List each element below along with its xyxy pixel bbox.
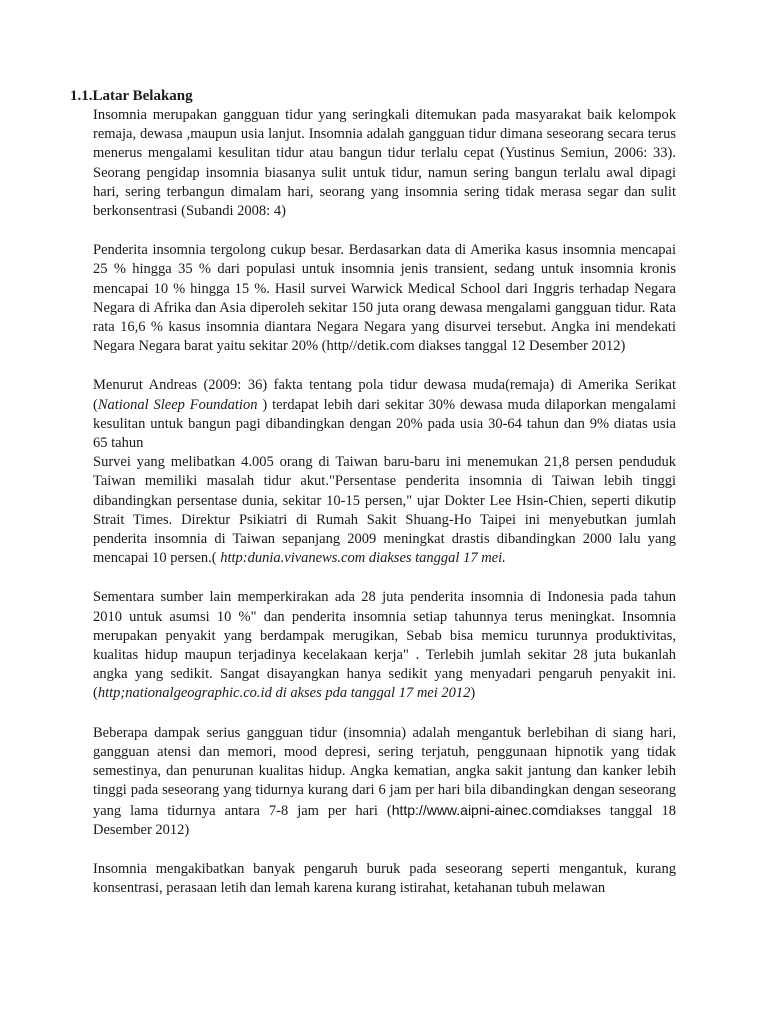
paragraph-5-source: http;nationalgeographic.co.id di akses pda tanggal 17 mei 2012 [97,685,471,702]
paragraph-5 [93,588,676,703]
paragraph-6 [93,724,676,840]
paragraph-5-close: ) [470,685,476,702]
paragraph-4-text: Survei yang melibatkan 4.005 orang di Taiwan baru-baru ini menemukan 21,8 persen penduduk Taiwan memiliki masalah tidur akut."Persentase penderita insomnia di Taiwan lebih tinggi dibandingkan persentase dunia, sekitar 10-15 persen," ujar Dokter Lee Hsin-Chien, seperti dikutip Strait Times. Direktur Psikiatri di Rumah Sakit Shuang-Ho Taipei ini menyebutkan jumlah penderita insomnia di Taiwan sepanjang 2009 meningkat drastis dibandingkan 2000 lalu yang mencapai 10 persen.( [93,454,676,567]
source-link[interactable]: http://www.aipni-ainec.com [391,801,559,818]
paragraph-4-source: http:dunia.vivanews.com diakses tanggal 17 mei. [220,550,506,567]
paragraph-3-text-b: ) terdapat lebih dari sekitar 30% dewasa muda dilaporkan mengalami kesulitan untuk bangun pagi dibandingkan dengan 20% pada usia 30-64 tahun dan 9% diatas usia 65 tahun [93,396,676,452]
section-heading: 1.1.Latar Belakang [70,88,193,104]
paragraph-1: Insomnia merupakan gangguan tidur yang seringkali ditemukan pada masyarakat baik kelompok remaja, dewasa ,maupun usia lanjut. Insomnia adalah gangguan tidur dimana seseorang secara terus menerus mengalami kesulitan tidur atau bangun tidur terlalu cepat (Yustinus Semiun, 2006: 33). Seorang pengidap insomnia biasanya sulit untuk tidur, namun sering bangun terlalu awal dipagi hari, sering terbangun dimalam hari, seorang yang insomnia sering tidak merasa segar dan sulit berkonsentrasi (Subandi 2008: 4) [93,107,676,220]
paragraph-3 [93,376,676,453]
paragraph-4 [93,453,676,568]
paragraph-2: Penderita insomnia tergolong cukup besar. Berdasarkan data di Amerika kasus insomnia mencapai 25 % hingga 35 % dari populasi untuk insomnia jenis transient, sedang untuk insomnia kronis mencapai 10 % hingga 15 %. Hasil survei Warwick Medical School dari Inggris terhadap Negara Negara di Afrika dan Asia diperoleh sekitar 150 juta orang dewasa mengalami gangguan tidur. Rata rata 16,6 % kasus insomnia diantara Negara Negara yang disurvei tersebut. Angka ini mendekati Negara Negara barat yaitu sekitar 20% (http//detik.com diakses tanggal 12 Desember 2012) [93,242,676,355]
paragraph-6-text: Beberapa dampak serius gangguan tidur (insomnia) adalah mengantuk berlebihan di siang hari, gangguan atensi dan memori, mood depresi, sering terjatuh, penggunaan hipnotik yang tidak semestinya, dan penurunan kualitas hidup. Angka kematian, angka sakit jantung dan kanker lebih tinggi pada seseorang yang tidurnya kurang dari 6 jam per hari bila dibandingkan dengan seseorang yang lama tidurnya antara 7-8 jam per hari ( [93,724,676,819]
paragraph-5-text: Sementara sumber lain memperkirakan ada 28 juta penderita insomnia di Indonesia pada tahun 2010 untuk asumsi 10 %" dan penderita insomnia setiap tahunnya terus meningkat. Insomnia merupakan penyakit yang berdampak merugikan, Sebab bisa memicu turunnya produktivitas, kualitas hidup maupun terjadinya kecelakaan kerja" . Terlebih jumlah sekitar 28 juta bukanlah angka yang sedikit. Sangat disayangkan hanya sedikit yang menyadari pengaruh penyakit ini. ( [93,589,676,702]
paragraph-3-text-a: Menurut Andreas (2009: 36) fakta tentang pola tidur dewasa muda(remaja) di Amerika Serikat ( [93,377,676,413]
paragraph-6-tail: diakses tanggal 18 Desember 2012) [93,802,676,838]
paragraph-3-italic: National Sleep Foundation [97,396,258,413]
paragraph-7: Insomnia mengakibatkan banyak pengaruh buruk pada seseorang seperti mengantuk, kurang konsentrasi, perasaan letih dan lemah karena kurang istirahat, ketahanan tubuh melawan [93,860,676,897]
body-text [93,106,676,898]
